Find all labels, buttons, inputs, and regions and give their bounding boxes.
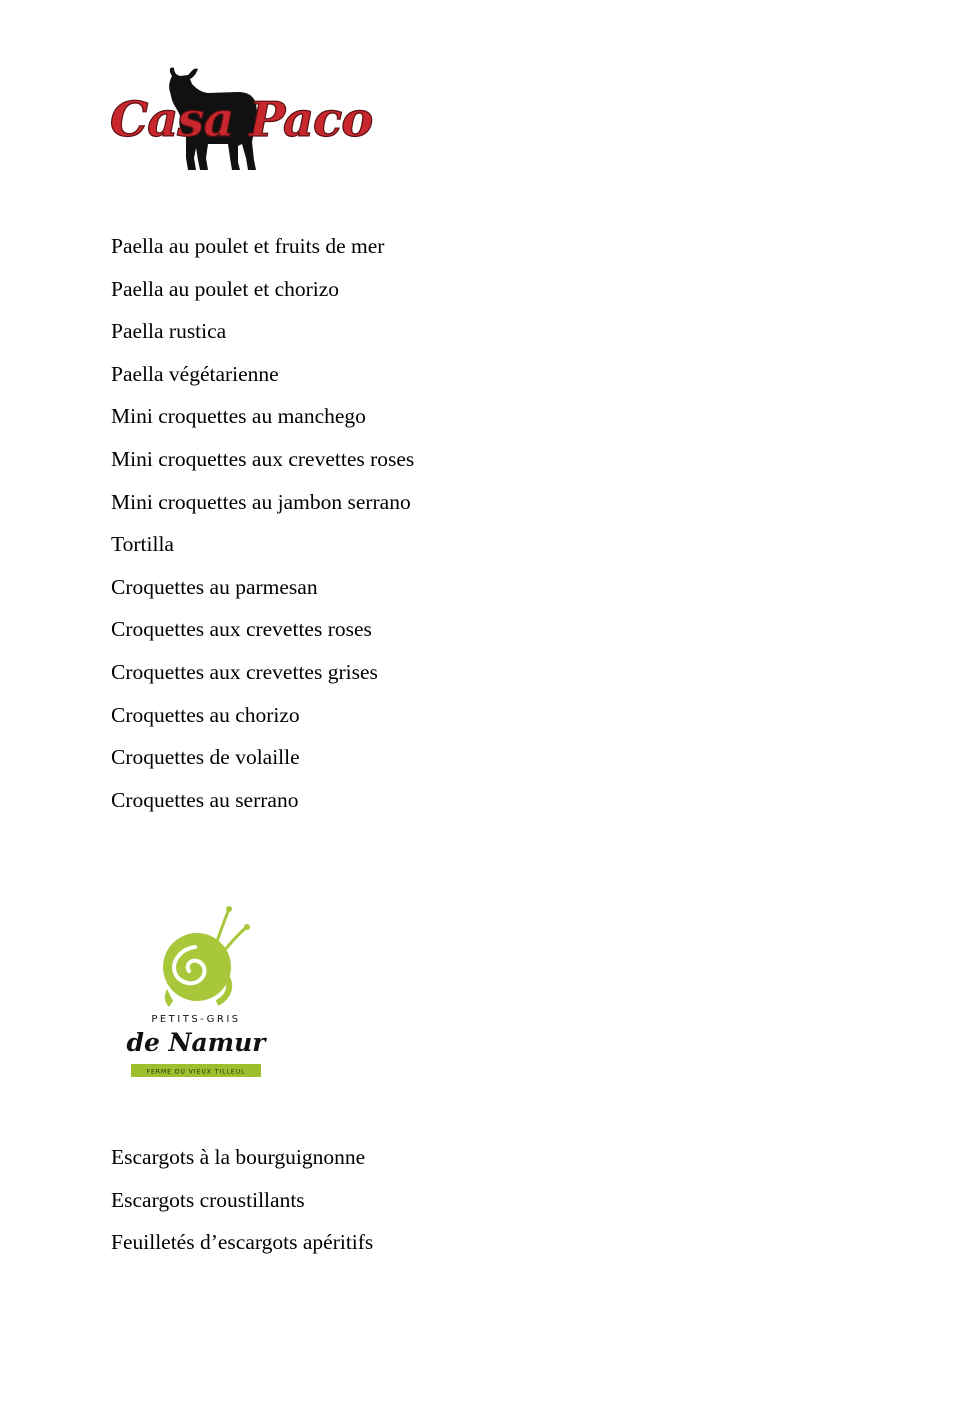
list-item: Croquettes de volaille bbox=[111, 745, 300, 770]
de-namur-label: de Namur bbox=[126, 1028, 266, 1057]
petits-gris-logo bbox=[126, 905, 266, 1079]
casa-paco-wordmark: Casa Paco bbox=[110, 92, 373, 148]
list-item: Escargots croustillants bbox=[111, 1187, 305, 1212]
snail-icon bbox=[163, 906, 250, 1007]
list-item: Croquettes au parmesan bbox=[111, 574, 318, 599]
list-item: Paella au poulet et chorizo bbox=[111, 276, 340, 301]
tagline-label: FERME DU VIEUX TILLEUL bbox=[146, 1068, 246, 1076]
list-item: Mini croquettes au manchego bbox=[111, 404, 366, 429]
casa-paco-menu-list bbox=[111, 225, 414, 821]
list-item: Mini croquettes aux crevettes roses bbox=[111, 446, 415, 471]
list-item: Feuilletés d’escargots apéritifs bbox=[111, 1230, 374, 1255]
list-item: Croquettes au chorizo bbox=[111, 702, 300, 727]
list-item: Croquettes aux crevettes grises bbox=[111, 659, 378, 684]
casa-paco-logo bbox=[108, 66, 373, 174]
escargots-menu-list bbox=[111, 1136, 373, 1264]
list-item: Paella au poulet et fruits de mer bbox=[111, 234, 385, 258]
list-item: Paella rustica bbox=[111, 319, 227, 344]
list-item: Escargots à la bourguignonne bbox=[111, 1145, 366, 1169]
petits-gris-label: PETITS-GRIS bbox=[151, 1014, 241, 1025]
list-item: Croquettes aux crevettes roses bbox=[111, 617, 372, 642]
list-item: Croquettes au serrano bbox=[111, 787, 299, 812]
list-item: Mini croquettes au jambon serrano bbox=[111, 489, 411, 514]
list-item: Tortilla bbox=[111, 532, 174, 557]
list-item: Paella végétarienne bbox=[111, 361, 279, 386]
